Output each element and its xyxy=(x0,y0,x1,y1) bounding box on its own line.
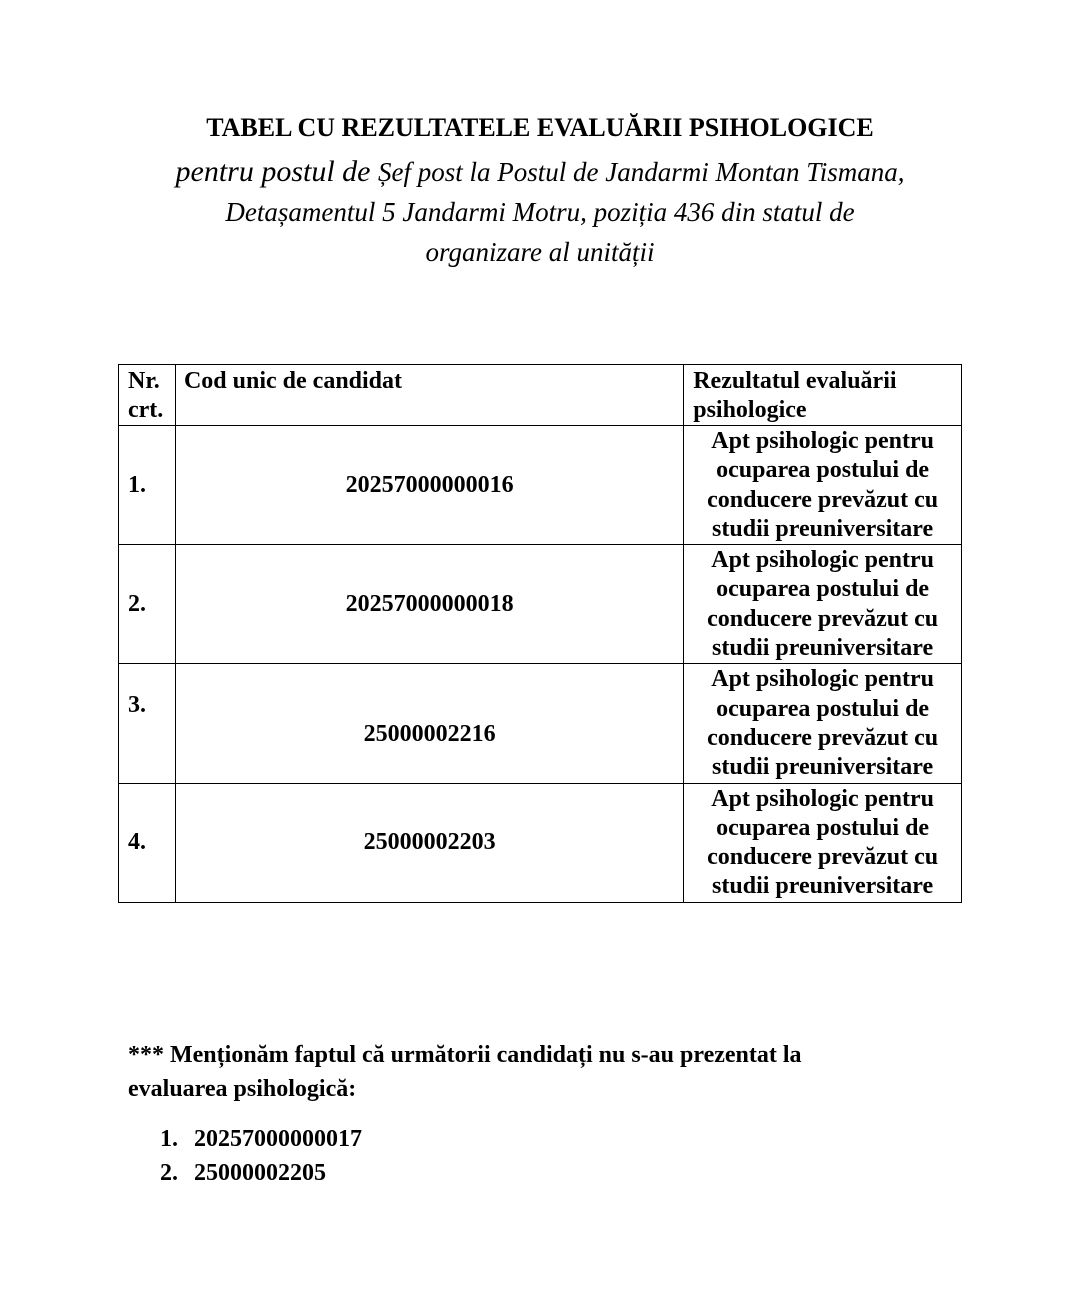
header-result-line-2: psihologice xyxy=(693,397,807,423)
list-item-number: 2. xyxy=(160,1160,178,1186)
note-line-1: *** Menționăm faptul că următorii candidați nu s-au prezentat la xyxy=(128,1042,802,1068)
result-line: ocuparea postului de xyxy=(716,576,930,603)
row-number: 2. xyxy=(119,545,176,664)
candidate-code: 20257000000018 xyxy=(175,545,683,664)
list-item xyxy=(160,1156,362,1190)
evaluation-result xyxy=(684,426,962,545)
document-subtitle xyxy=(100,152,980,272)
candidate-code: 25000002216 xyxy=(175,664,683,783)
note-line-2: evaluarea psihologică: xyxy=(128,1076,357,1102)
table-row xyxy=(119,426,962,545)
table-row xyxy=(119,664,962,783)
list-item xyxy=(160,1122,362,1156)
candidate-code: 25000002203 xyxy=(175,783,683,902)
candidate-code: 20257000000016 xyxy=(175,426,683,545)
evaluation-result xyxy=(684,664,962,783)
result-line: studii preuniversitare xyxy=(712,635,934,662)
subtitle-line-1 xyxy=(100,152,980,192)
list-item-number: 1. xyxy=(160,1126,178,1152)
subtitle-line-3: organizare al unității xyxy=(425,237,655,267)
header-nr-line-2: crt. xyxy=(128,397,164,423)
result-line: Apt psihologic pentru xyxy=(711,428,934,454)
result-line: ocuparea postului de xyxy=(716,457,930,484)
result-line: studii preuniversitare xyxy=(712,754,934,781)
result-line: conducere prevăzut cu xyxy=(707,605,939,632)
results-table xyxy=(118,364,962,903)
subtitle-lead: pentru postul de xyxy=(175,155,378,188)
result-line: ocuparea postului de xyxy=(716,695,930,722)
result-line: Apt psihologic pentru xyxy=(711,547,934,574)
evaluation-result xyxy=(684,545,962,664)
header-result xyxy=(684,365,962,426)
row-number: 3. xyxy=(119,664,176,783)
absence-note xyxy=(128,1038,928,1106)
table-row xyxy=(119,783,962,902)
table-header-row xyxy=(119,365,962,426)
absent-candidates-list xyxy=(160,1122,362,1190)
document-title: TABEL CU REZULTATELE EVALUĂRII PSIHOLOGICE xyxy=(206,113,874,142)
result-line: conducere prevăzut cu xyxy=(707,844,939,871)
result-line: studii preuniversitare xyxy=(712,873,934,900)
subtitle-line-2: Detașamentul 5 Jandarmi Motru, poziția 436 din statul de xyxy=(225,197,855,227)
header-code: Cod unic de candidat xyxy=(175,365,683,426)
result-line: Apt psihologic pentru xyxy=(711,785,934,812)
result-line: studii preuniversitare xyxy=(712,515,934,542)
header-result-line-1: Rezultatul evaluării xyxy=(693,368,897,394)
subtitle-position: Șef post la Postul de Jandarmi Montan Tismana, xyxy=(378,157,905,187)
evaluation-result xyxy=(684,783,962,902)
table-row xyxy=(119,545,962,664)
header-nr-line-1: Nr. xyxy=(128,368,160,394)
result-line: ocuparea postului de xyxy=(716,814,930,841)
result-line: Apt psihologic pentru xyxy=(711,666,934,693)
absent-candidate-code: 20257000000017 xyxy=(194,1126,362,1152)
result-line: conducere prevăzut cu xyxy=(707,724,939,751)
row-number: 1. xyxy=(119,426,176,545)
row-number: 4. xyxy=(119,783,176,902)
header-nr xyxy=(119,365,176,426)
result-line: conducere prevăzut cu xyxy=(707,486,939,513)
absent-candidate-code: 25000002205 xyxy=(194,1160,326,1186)
